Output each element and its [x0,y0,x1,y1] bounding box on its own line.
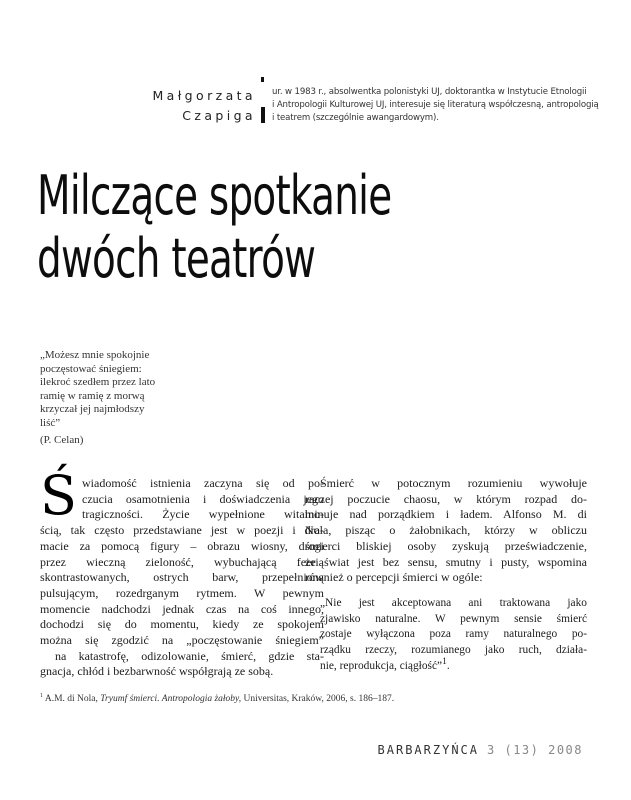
footnote-author: A.M. di Nola, [44,694,98,704]
epigraph-line: ilekroć szedłem przez lato [40,376,156,389]
epigraph-line: liść” [40,416,61,429]
epigraph-line: poczęstować śniegiem: [40,362,142,375]
body-line: śmierci bliskiej osoby zyskują przeświadczenie, [305,538,587,553]
quote-line: zostaje wyłączona poza ramy naturalnego po- [320,628,587,641]
author-bio [272,86,602,125]
bio-line: ur. w 1983 r., absolwentka polonistyki UJ, doktorantka w Instytucie Etnologii [272,87,587,97]
author-first-name: Małgorzata [152,88,256,103]
running-footer [378,743,583,757]
quote-line: zjawisko naturalne. W pewnym sensie śmierć [320,612,587,625]
issue-number: 3 (13) 2008 [487,743,583,757]
footnote-publisher: Universitas, Kraków, 2006, s. 186–187. [243,694,395,704]
title-line-2: dwóch teatrów [37,227,316,290]
quote-line: nie, reprodukcja, ciągłość”$^1$. [320,656,450,672]
footnote-number: 1 [40,692,43,699]
footnote [40,694,394,704]
body-line: skontrastowanych, ostrych barw, przepełnioną [40,570,324,585]
body-line: gnacja, chłód i bezbarwność współgrają ze sobą. [40,664,274,679]
title-line-1: Milczące spotkanie [37,164,392,227]
body-line: Śmierć w potocznym rozumieniu wywołuje [320,476,587,490]
block-quote [305,596,587,675]
body-line: dochodzi się do momentu, kiedy ze spokojem [40,617,324,632]
body-line: minuje nad porządkiem i ładem. Alfonso M. di [305,507,587,522]
journal-name: BARBARZYŃCA [377,743,480,757]
article-title [37,164,440,290]
body-line: czucia osamotnienia i doświadczenia jego [82,491,324,506]
author-last-name: Czapiga [182,108,256,123]
body-line: tragiczności. Życie wypełnione witalno- [82,507,324,522]
footnote-reference[interactable]: 1 [442,656,447,667]
author-divider-bar [261,107,265,123]
body-column-left [40,476,324,680]
body-line: macie za pomocą figury – obrazu wiosny, drogi [40,538,324,553]
body-line: momencie nadchodzi jednak czas na coś innego, [40,601,324,616]
body-line: ścią, tak często przedstawiane jest w poezji i dra- [40,523,324,538]
body-line: przez wieczną zieloność, wybuchającą feerią [40,554,324,569]
epigraph-source: (P. Celan) [40,433,84,446]
body-line: można się zgodzić na „poczęstowanie śniegiem” [40,633,324,648]
author-divider-tick [261,77,264,82]
epigraph [40,349,220,447]
epigraph-line: krzyczał jej najmłodszy [40,403,145,416]
quote-last-text: nie, reprodukcja, ciągłość” [320,659,443,672]
author-name [56,86,256,126]
quote-line: „Nie jest akceptowana ani traktowana jako [320,596,587,609]
bio-line: i Antropologii Kulturowej UJ, interesuje się literaturą współczesną, antropologią [272,100,599,110]
body-column-right [305,476,587,674]
body-line: pulsującym, rozedrganym rytmem. W pewnym [40,585,324,600]
drop-cap: Ś [40,464,77,527]
epigraph-line: „Możesz mnie spokojnie [40,349,150,361]
quote-line: rządku rzeczy, rozumianego jako ruch, działa- [320,644,587,657]
bio-line: i teatrem (szczególnie awangardowym). [272,113,439,123]
body-line: wiadomość istnienia zaczyna się od po- [82,476,324,490]
body-line: raczej poczucie chaosu, w którym rozpad do- [305,491,587,506]
body-line: Nola, pisząc o żałobnikach, którzy w obliczu [305,523,587,538]
footnote-title: Tryumf śmierci. Antropologia żałoby, [100,694,242,704]
body-line: na katastrofę, odizolowanie, śmierć, gdzie sta- [55,648,324,663]
body-line: że świat jest bez sensu, smutny i pusty, wspomina [305,554,587,569]
body-line: również o percepcji śmierci w ogóle: [305,570,483,585]
epigraph-line: ramię w ramię z morwą [40,389,145,402]
